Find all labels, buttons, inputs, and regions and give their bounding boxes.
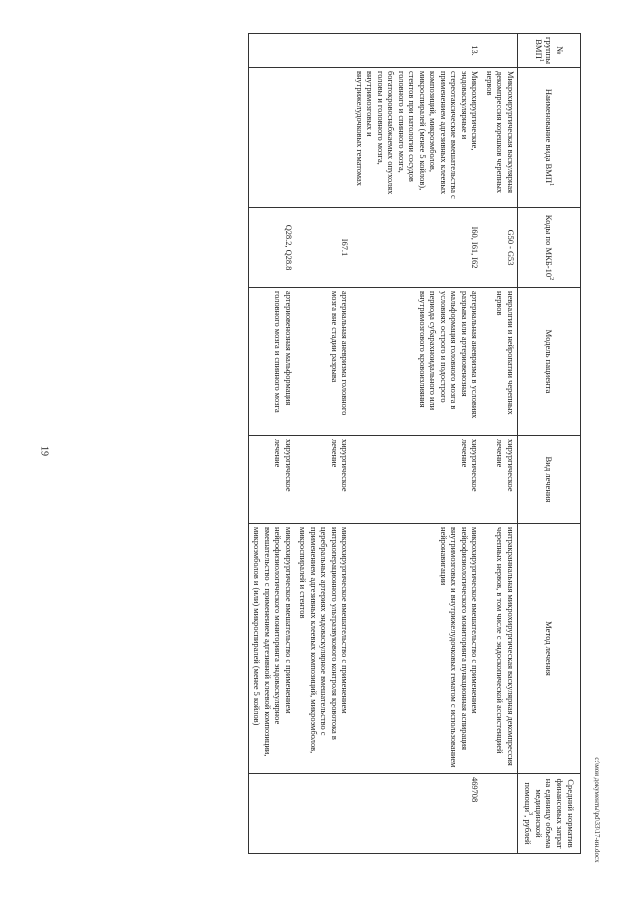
- cell-model: невралгии и нейропатии черепных нервов: [482, 288, 518, 436]
- cell-group: [482, 34, 518, 68]
- cell-name: Микрохирургические, эндоваскулярные и стереотаксические вмешательства с применением адгезивных клеевых композиций, микроэмболов, микроспиралей (менее 5 койлов), стентов при патологии сосудов головного и спинного мозга, богатокровоснабжаемых опухолях головы и головного мозга, внутримозговых и внутрижелудочковых гематомах: [352, 68, 482, 208]
- cell-codes: I67.1: [295, 208, 352, 288]
- cell-kind: хирургическое лечение: [352, 436, 482, 524]
- cell-kind: хирургическое лечение: [482, 436, 518, 524]
- cell-codes: G50 - G53: [482, 208, 518, 288]
- cell-group: [249, 34, 296, 68]
- cell-model: артериовенозная мальформация головного мозга и спинного мозга: [249, 288, 296, 436]
- cell-group: 13.: [352, 34, 482, 68]
- cell-name: [249, 68, 296, 208]
- cell-kind: хирургическое лечение: [295, 436, 352, 524]
- header-method: Метод лечения: [518, 524, 581, 774]
- cell-method: интракраниальная микрохирургическая васкулярная декомпрессия черепных нервов, в том числе с эндоскопической ассистенцией: [482, 524, 518, 774]
- table-row: [352, 34, 482, 854]
- cell-name: [295, 68, 352, 208]
- cell-method: микрохирургическое вмешательство с применением интраоперационного ультразвукового контроля кровотока в церебральных артериях эндоваскулярное вмешательство с применением адгезивных клеевых композиций, микроэмболов, микроспиралей и стентов: [295, 524, 352, 774]
- header-name: Наименование вида ВМП$^1$: [518, 68, 581, 208]
- cell-name: Микрохирургическая васкулярная декомпрессия корешков черепных нервов: [482, 68, 518, 208]
- cell-cost: [482, 774, 518, 854]
- table-row: [482, 34, 518, 854]
- table-row: [249, 34, 296, 854]
- cell-codes: I60, I61, I62: [352, 208, 482, 288]
- table-row: [295, 34, 352, 854]
- cell-cost: [249, 774, 296, 854]
- header-kind: Вид лечения: [518, 436, 581, 524]
- header-model: Модель пациента: [518, 288, 581, 436]
- cell-kind: хирургическое лечение: [249, 436, 296, 524]
- cell-cost: [295, 774, 352, 854]
- cell-codes: Q28.2, Q28.8: [249, 208, 296, 288]
- cell-method: микрохирургическое вмешательство с применением нейрофизиологического мониторинга пункционная аспирация внутримозговых и внутрижелудочковых гематом с использованием нейронавигации: [352, 524, 482, 774]
- table-header-row: [518, 34, 581, 854]
- header-codes: Коды по МКБ-$10^2$: [518, 208, 581, 288]
- cell-model: артериальная аневризма головного мозга вне стадии разрыва: [295, 288, 352, 436]
- header-group: № группы ВМП$^1$: [518, 34, 581, 68]
- rotated-table-wrapper: [91, 33, 581, 853]
- cell-model: артериальная аневризма в условиях разрыва или артериовенозная мальформация головного мозга в условиях острого и подострого периода субарахноидального или внутримозгового кровоизлияния: [352, 288, 482, 436]
- cell-cost: 469708: [352, 774, 482, 854]
- cell-method: микрохирургическое вмешательство с применением нейрофизиологического мониторинга эндоваскулярное вмешательство с применением адгезивной клеевой композиции, микроэмболов и (или) микроспиралей (менее 5 койлов): [249, 524, 296, 774]
- header-cost: Средний норматив финансовых затрат на единицу объема медицинской помощи$^3$, рублей: [518, 774, 581, 854]
- cell-group: [295, 34, 352, 68]
- vmp-table: [248, 33, 581, 854]
- page-number: 19: [38, 446, 50, 456]
- footer-file-path: c:\мои документы\pd\33\17-ин.docx: [593, 757, 601, 863]
